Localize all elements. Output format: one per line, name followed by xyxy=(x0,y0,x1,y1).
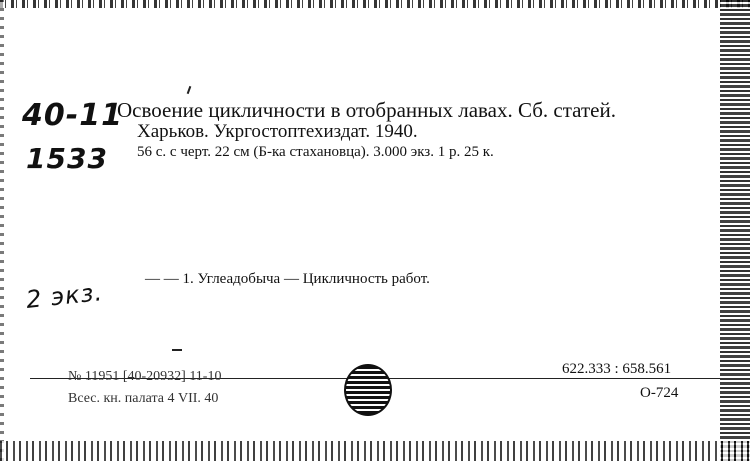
catalog-number: № 11951 [40-20932] 11-10 xyxy=(68,369,222,384)
scan-edge-left xyxy=(0,0,4,461)
shelf-mark-bottom: 1533 xyxy=(26,142,108,175)
shelf-mark-top: 40-11 xyxy=(22,98,123,133)
scan-edge-bottom xyxy=(0,441,750,461)
subject-heading: — — 1. Углеадобыча — Цикличность работ. xyxy=(145,271,430,287)
entry-title: Освоение цикличности в отобранных лавах. Сб. статей. xyxy=(117,98,616,122)
cutter-number: О-724 xyxy=(640,385,679,401)
entry-imprint: Харьков. Укргостоптехиздат. 1940. xyxy=(137,121,418,142)
punch-hole-stamp xyxy=(344,364,392,416)
pencil-dash-mark xyxy=(172,349,182,351)
scan-edge-right xyxy=(720,0,750,461)
pencil-tick-mark xyxy=(187,86,192,94)
entry-physical-description: 56 с. с черт. 22 см (Б-ка стахановца). 3.000 экз. 1 р. 25 к. xyxy=(137,144,494,160)
scan-edge-top xyxy=(0,0,750,8)
handwritten-copies-note: 2 экз. xyxy=(24,278,105,314)
registration-line: Всес. кн. палата 4 VII. 40 xyxy=(68,391,219,406)
classification-code: 622.333 : 658.561 xyxy=(562,361,672,377)
